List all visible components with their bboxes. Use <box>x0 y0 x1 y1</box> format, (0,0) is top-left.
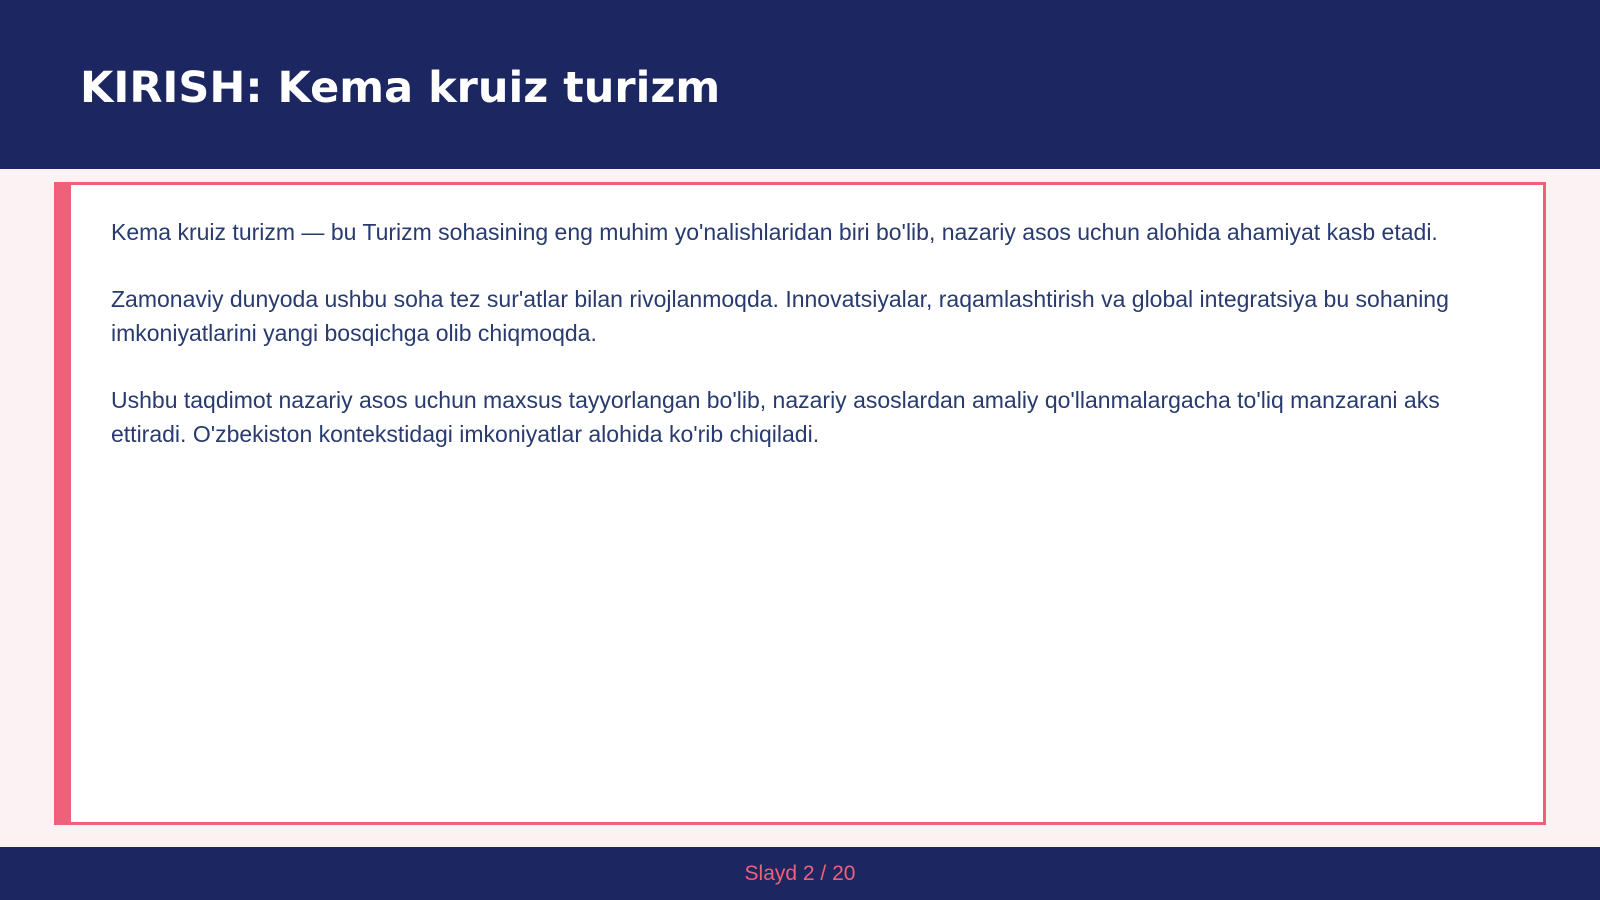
paragraph-1: Kema kruiz turizm — bu Turizm sohasining eng muhim yo'nalishlaridan biri bo'lib, nazariy asos uchun alohida ahamiyat kasb etadi. <box>111 219 1438 245</box>
content-body <box>111 215 1511 484</box>
paragraph-3: Ushbu taqdimot nazariy asos uchun maxsus tayyorlangan bo'lib, nazariy asoslardan amaliy qo'llanmalargacha to'liq manzarani aks ettiradi. O'zbekiston kontekstidagi imkoniyatlar alohida ko'rib chiqiladi. <box>111 387 1440 447</box>
slide-counter: Slayd 2 / 20 <box>744 862 856 885</box>
paragraph-2: Zamonaviy dunyoda ushbu soha tez sur'atlar bilan rivojlanmoqda. Innovatsiyalar, raqamlashtirish va global integratsiya bu sohaning imkoniyatlarini yangi bosqichga olib chiqmoqda. <box>111 286 1449 346</box>
slide-header <box>0 0 1600 169</box>
content-card <box>54 182 1546 825</box>
slide-footer <box>0 847 1600 900</box>
slide-title: KIRISH: Kema kruiz turizm <box>80 63 721 113</box>
